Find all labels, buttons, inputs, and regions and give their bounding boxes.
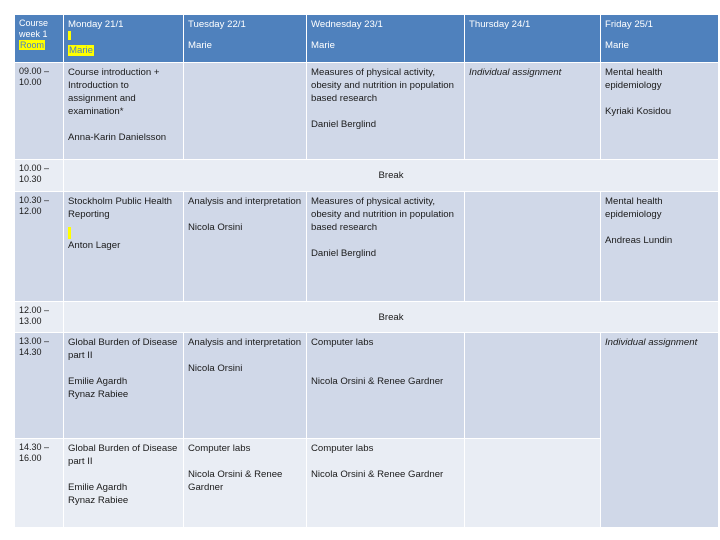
day-header-thursday [465,15,601,63]
day-label: Friday 25/1 [605,19,653,30]
slot-row-1300 [15,333,719,438]
day-label: Wednesday 23/1 [311,19,383,30]
time-cell [15,191,64,301]
slot-row-1030 [15,191,719,301]
day-label: Thursday 24/1 [469,19,531,30]
break-row-1200 [15,301,719,333]
break-label: Break [378,169,404,181]
session-lecturer: Anton Lager [68,239,121,251]
session-title: Computer labs [311,337,374,349]
session-title: Global Burden of Disease part II [68,442,178,467]
time-cell [15,301,64,333]
session-title: Computer labs [311,442,374,454]
session-friday [601,333,719,528]
time-cell [15,333,64,438]
time-start: 10.30 – [19,194,50,205]
session-monday [64,63,184,160]
session-title: Computer labs [188,442,251,454]
session-title: Stockholm Public Health Reporting [68,195,172,220]
time-start: 09.00 – [19,66,50,77]
session-lecturer: Kyriaki Kosidou [605,106,672,118]
time-cell [15,160,64,192]
day-header-monday [64,15,184,63]
corner-room: Room [20,40,45,50]
time-start: 13.00 – [19,336,50,347]
session-title: Analysis and interpretation [188,337,302,349]
session-title: Individual assignment [605,337,698,349]
session-thursday [465,333,601,438]
room-label: Marie [188,40,212,51]
session-title: Analysis and interpretation [188,195,302,207]
session-title: Measures of physical activity, obesity and nutrition in population based research [311,195,454,233]
session-wednesday [307,438,465,527]
break-row-1000 [15,160,719,192]
session-lecturer: Emilie Agardh [68,376,128,388]
session-lecturer: Nicola Orsini & Renee Gardner [311,468,444,480]
highlight-marker [68,31,71,40]
session-friday [601,191,719,301]
time-start: 10.00 – [19,163,50,174]
session-monday [64,438,184,527]
room-label: Marie [311,40,335,51]
time-cell [15,438,64,527]
session-tuesday [184,333,307,438]
day-label: Tuesday 22/1 [188,19,246,30]
session-monday [64,191,184,301]
session-wednesday [307,63,465,160]
room-label: Marie [605,40,629,51]
session-title: Individual assignment [469,67,562,79]
highlight-marker [68,227,71,239]
session-thursday [465,191,601,301]
session-thursday [465,438,601,527]
session-lecturer: Daniel Berglind [311,247,377,259]
session-tuesday [184,63,307,160]
day-label: Monday 21/1 [68,19,124,30]
session-lecturer: Nicola Orsini [188,363,243,375]
time-end: 12.00 [19,205,42,216]
session-monday [64,333,184,438]
session-friday [601,63,719,160]
session-title: Mental health epidemiology [605,67,663,92]
session-lecturer: Rynaz Rabiee [68,389,129,401]
session-lecturer: Daniel Berglind [311,119,377,131]
session-lecturer: Nicola Orsini & Renee Gardner [188,468,283,493]
time-end: 16.00 [19,452,42,463]
time-start: 14.30 – [19,441,50,452]
time-cell [15,63,64,160]
break-cell [64,160,719,192]
session-title: Mental health epidemiology [605,195,663,220]
break-label: Break [378,311,404,323]
session-tuesday [184,191,307,301]
break-cell [64,301,719,333]
session-thursday [465,63,601,160]
time-end: 10.30 [19,174,42,185]
corner-week: week 1 [19,29,48,39]
day-header-wednesday [307,15,465,63]
session-lecturer: Andreas Lundin [605,234,673,246]
day-header-tuesday [184,15,307,63]
session-lecturer: Nicola Orsini & Renee Gardner [311,376,444,388]
session-wednesday [307,191,465,301]
session-wednesday [307,333,465,438]
header-row [15,15,719,63]
schedule-table [14,14,719,528]
corner-title: Course [19,18,49,28]
room-label: Marie [69,45,93,56]
corner-cell [15,15,64,63]
time-end: 14.30 [19,347,42,358]
time-end: 13.00 [19,315,42,326]
session-title: Global Burden of Disease part II [68,337,178,362]
time-start: 12.00 – [19,304,50,315]
slot-row-0900 [15,63,719,160]
session-lecturer: Nicola Orsini [188,221,243,233]
session-title: Course introduction + Introduction to assignment and examination* [68,67,160,118]
time-end: 10.00 [19,77,42,88]
day-header-friday [601,15,719,63]
session-title: Measures of physical activity, obesity and nutrition in population based research [311,67,454,105]
session-lecturer: Emilie Agardh [68,481,128,493]
session-tuesday [184,438,307,527]
session-lecturer: Rynaz Rabiee [68,494,129,506]
session-lecturer: Anna-Karin Danielsson [68,132,167,144]
